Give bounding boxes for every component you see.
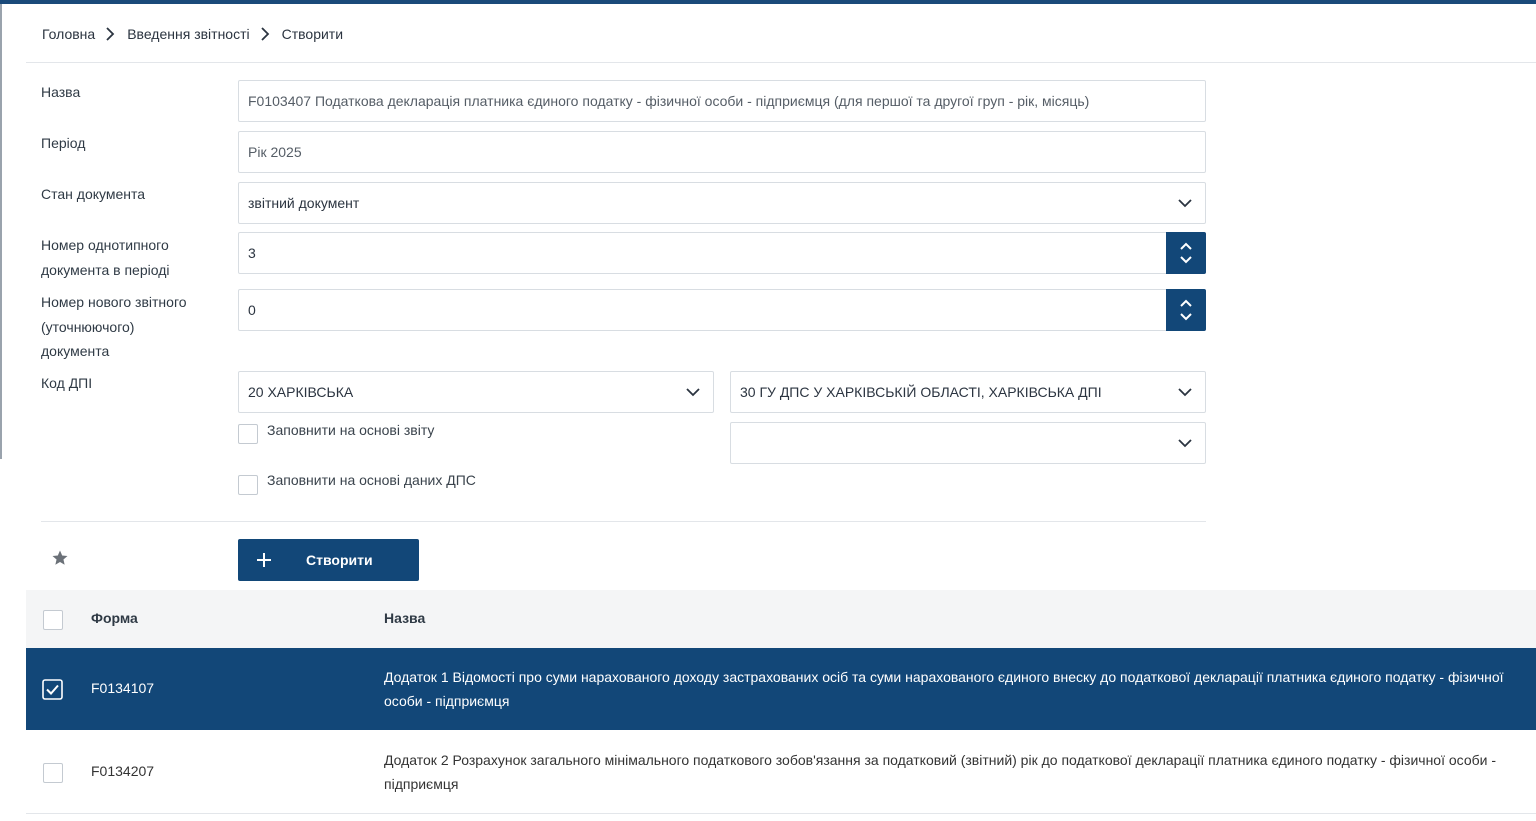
column-header-form[interactable]: Форма (91, 610, 138, 626)
name-value: F0103407 Податкова декларація платника єдиного податку - фізичної особи - підприємця (для першої та другої груп - рік, місяць) (248, 93, 1090, 109)
select-all-checkbox[interactable] (43, 610, 63, 630)
checkbox-checked-icon[interactable] (42, 679, 63, 700)
chevron-down-icon (685, 384, 701, 400)
new-report-number-value: 0 (248, 302, 256, 318)
fill-from-dps-checkbox[interactable] (238, 475, 258, 495)
chevron-up-icon[interactable] (1180, 299, 1192, 307)
new-report-number-label-line1: Номер нового звітного (41, 294, 187, 310)
doc-state-select[interactable] (238, 182, 1206, 224)
row-form-code: F0134107 (91, 680, 155, 696)
name-label: Назва (41, 84, 81, 100)
plus-icon (256, 552, 272, 568)
same-type-number-label-line1: Номер однотипного (41, 237, 169, 253)
table-row[interactable] (26, 731, 1536, 813)
breadcrumb-create: Створити (281, 26, 344, 42)
star-icon[interactable] (51, 549, 69, 567)
period-label: Період (41, 135, 86, 151)
create-button[interactable] (238, 539, 419, 581)
column-header-name[interactable]: Назва (384, 610, 426, 626)
dps-code-label: Код ДПІ (41, 375, 93, 391)
new-report-number-stepper[interactable] (1166, 289, 1206, 331)
chevron-down-icon (1177, 384, 1193, 400)
breadcrumb-divider (26, 62, 1536, 63)
region-select[interactable] (238, 371, 714, 413)
row-checkbox[interactable] (43, 763, 63, 783)
chevron-down-icon (1177, 195, 1193, 211)
table-header (26, 590, 1536, 648)
new-report-number-label (41, 290, 187, 364)
extra-select[interactable] (730, 422, 1206, 464)
same-type-number-label-line2: документа в періоді (41, 261, 170, 278)
row-form-code: F0134207 (91, 763, 155, 779)
region-value: 20 ХАРКІВСЬКА (248, 384, 354, 400)
row-form-name: Додаток 1 Відомості про суми нарахованого доходу застрахованих осіб та суми нарахованого єдиного внеску до податкової декларації платника єдиного податку - фізичної особи - підприємця (384, 669, 1504, 709)
form-divider (41, 521, 1206, 522)
period-value: Рік 2025 (248, 144, 302, 160)
chevron-up-icon[interactable] (1180, 242, 1192, 250)
row-form-name: Додаток 2 Розрахунок загального мінімального податкового зобов'язання за податковий (звітний) рік до податкової декларації платника єдиного податку - фізичної особи - підприємця (384, 752, 1496, 792)
period-field[interactable] (238, 131, 1206, 173)
doc-state-label: Стан документа (41, 186, 146, 202)
chevron-down-icon[interactable] (1180, 256, 1192, 264)
chevron-down-icon[interactable] (1180, 313, 1192, 321)
table-row[interactable] (26, 648, 1536, 730)
same-type-number-value: 3 (248, 245, 256, 261)
tax-office-select[interactable] (730, 371, 1206, 413)
same-type-number-input[interactable] (238, 232, 1206, 274)
create-button-label: Створити (306, 552, 373, 568)
left-edge-line (0, 4, 2, 459)
breadcrumb (42, 24, 343, 44)
chevron-right-icon (105, 27, 115, 41)
new-report-number-input[interactable] (238, 289, 1206, 331)
fill-from-dps-label[interactable]: Заповнити на основі даних ДПС (267, 472, 476, 488)
row-divider (26, 813, 1536, 814)
doc-state-value: звітний документ (248, 195, 360, 211)
chevron-right-icon (260, 27, 270, 41)
chevron-down-icon (1177, 435, 1193, 451)
breadcrumb-home[interactable]: Головна (42, 26, 96, 42)
fill-from-report-label[interactable]: Заповнити на основі звіту (267, 422, 435, 438)
new-report-number-label-line2: (уточнюючого) (41, 318, 135, 335)
breadcrumb-reporting[interactable]: Введення звітності (127, 26, 250, 42)
new-report-number-label-line3: документа (41, 343, 110, 359)
same-type-number-label (41, 233, 170, 282)
same-type-number-stepper[interactable] (1166, 232, 1206, 274)
top-accent-bar (0, 0, 1536, 4)
fill-from-report-checkbox[interactable] (238, 424, 258, 444)
name-field[interactable] (238, 80, 1206, 122)
tax-office-value: 30 ГУ ДПС У ХАРКІВСЬКІЙ ОБЛАСТІ, ХАРКІВСЬКА ДПІ (740, 384, 1102, 400)
